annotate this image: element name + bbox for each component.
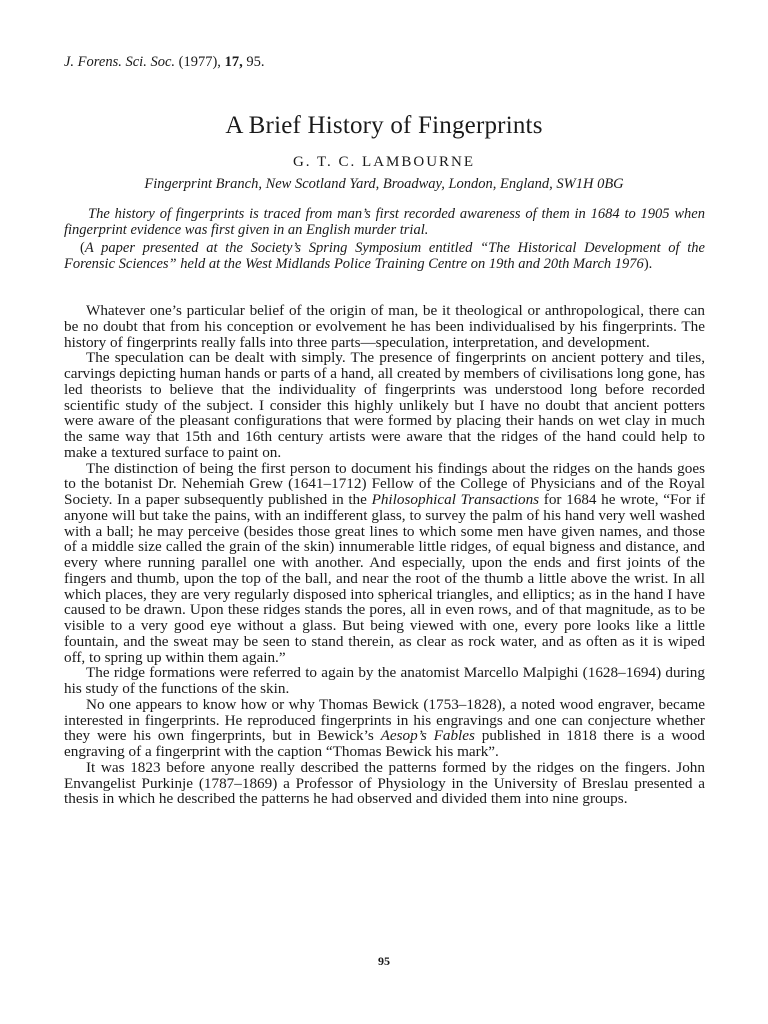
note-quote: “The Historical Development of the Forensic Sciences” (64, 240, 705, 272)
grew-publication: Philosophical Transactions (371, 491, 540, 508)
paragraph-bewick (64, 697, 705, 760)
note-text-b: held at the West Midlands Police Training Centre on 19th and 20th March 1976 (176, 256, 644, 272)
note-open-paren: ( (80, 240, 85, 256)
paragraph-speculation: The speculation can be dealt with simply. The presence of fingerprints on ancient pottery and tiles, carvings depicting human hands or parts of a hand, all created by members of civilisations long gone, has led theorists to believe that the individuality of fingerprints was understood long before recorded scientific study of the subject. I consider this highly unlikely but I have no doubt that ancient potters were aware of the pleasant configurations that were formed by placing their hands on wet clay in much the same way that 15th and 16th century artists were aware that the ridges of the hand could help to make a textured surface to paint on. (64, 349, 705, 461)
bewick-publication: Aesop’s Fables (380, 727, 475, 745)
page-number: 95 (378, 954, 390, 968)
journal-citation (64, 54, 264, 71)
grew-text-b: for 1684 he wrote, “For if anyone will but take the pains, with an indifferent glass, to survey the palm of his hand very well washed with a ball; he may perceive (besides those great lines to which some men have given names, and those of a middle size called the grain of the skin) innumerable little ridges, of equal bigness and distance, and every where running parallel one with another. And especially, upon the ends and first joints of the fingers and thumb, upon the top of the ball, and near the root of the thumb a little above the wrist. In all which places, they are very regularly disposed into spherical triangles, and elliptics; as in the hand I have caused to be drawn. Upon these ridges stands the pores, all in even rows, and of that magnitude, as to be visible to a very good eye without a glass. But being viewed with one, every pore looks like a little fountain, and the sweat may be seen to stand therein, as clear as rock water, and as often as it is wiped off, to spring up within them again.” (64, 491, 706, 666)
paragraph-grew (64, 461, 705, 666)
bewick-text-a: No one appears to know how or why Thomas Bewick (1753–1828), a noted wood engraver, became interested in fingerprints. He reproduced fingerprints in his engravings and one can conjecture whether they were his own fingerprints, but in Bewick’s (64, 695, 705, 745)
paragraph-purkinje: It was 1823 before anyone really described the patterns formed by the ridges on the fingers. John Envangelist Purkinje (1787–1869) a Professor of Physiology in the University of Breslau presented a thesis in which he described the patterns he had observed and divided them into nine groups. (64, 758, 705, 808)
article-body (64, 303, 705, 807)
article-title: A Brief History of Fingerprints (225, 112, 543, 139)
note-text-a: A paper presented at the Society’s Spring Symposium entitled (84, 240, 473, 256)
bewick-text-b: published in 1818 there is a wood engraving of a fingerprint with the caption “Thomas Bewick his mark”. (64, 727, 705, 760)
journal-year: (1977), (178, 54, 221, 70)
journal-name: J. Forens. Sci. Soc. (64, 54, 176, 70)
abstract: The history of fingerprints is traced from man’s first recorded awareness of them in 1684 to 1905 when fingerprint evidence was first given in an English murder trial. (64, 206, 705, 238)
journal-page: 95. (246, 54, 265, 70)
grew-text-a: The distinction of being the first person to document his findings about the ridges on the hands goes to the botanist Dr. Nehemiah Grew (1641–1712) Fellow of the College of Physicians and of the Royal Society. In a paper subsequently published in the (64, 459, 705, 508)
author-affiliation: Fingerprint Branch, New Scotland Yard, Broadway, London, England, SW1H 0BG (144, 176, 624, 192)
note-close-paren: ). (643, 256, 653, 272)
paragraph-intro: Whatever one’s particular belief of the origin of man, be it theological or anthropological, there can be no doubt that from his conception or evolvement he has been individualised by his fingerprints. The history of fingerprints really falls into three parts—speculation, interpretation, and development. (64, 302, 705, 351)
journal-volume: 17, (224, 54, 243, 70)
paragraph-malpighi: The ridge formations were referred to again by the anatomist Marcello Malpighi (1628–1694) during his study of the functions of the skin. (64, 664, 705, 697)
symposium-note (64, 240, 705, 272)
author-name: G. T. C. LAMBOURNE (292, 154, 476, 170)
